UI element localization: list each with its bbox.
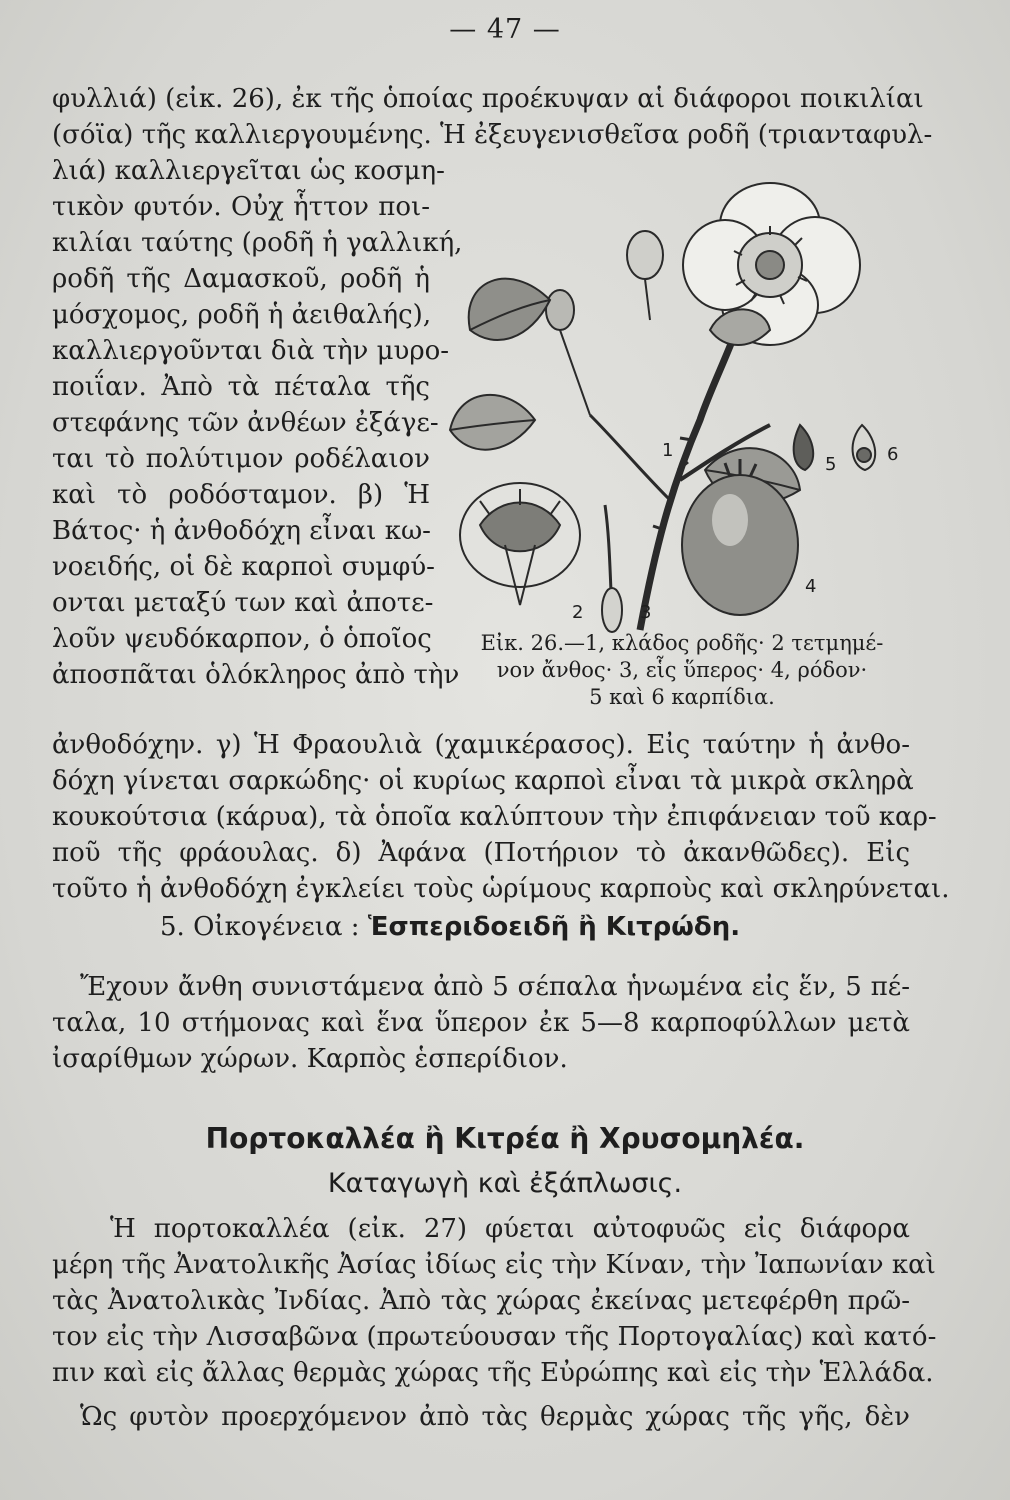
- text-line: λιά) καλλιεργεῖται ὡς κοσμη-: [52, 156, 445, 186]
- page-number: — 47 —: [449, 14, 561, 45]
- text-line: ἀνθοδόχην. γ) Ἡ Φραουλιὰ (χαμικέρασος). Εἰς ταύτην ἡ ἀνθο-: [52, 730, 910, 760]
- text-line: φυλλιά) (εἰκ. 26), ἐκ τῆς ὁποίας προέκυψαν αἱ διάφοροι ποικιλίαι: [52, 84, 924, 114]
- text-line: κουκούτσια (κάρυα), τὰ ὁποῖα καλύπτουν τὴν ἐπιφάνειαν τοῦ καρ-: [52, 802, 937, 832]
- figure-caption-line: νον ἄνθος· 3, εἷς ὕπερος· 4, ρόδον·: [496, 658, 868, 682]
- text-line: στεφάνης τῶν ἀνθέων ἐξάγε-: [52, 408, 439, 438]
- figure-label-6: 6: [887, 444, 899, 465]
- text-line: Ἡ πορτοκαλλέα (εἰκ. 27) φύεται αὐτοφυῶς εἰς διάφορα: [110, 1214, 910, 1244]
- text-line: ἀποσπᾶται ὁλόκληρος ἀπὸ τὴν: [52, 660, 460, 690]
- text-line: λοῦν ψευδόκαρπον, ὁ ὁποῖος: [52, 624, 432, 654]
- figure-label-2: 2: [572, 602, 584, 623]
- family-heading-prefix: 5. Οἰκογένεια :: [160, 912, 360, 942]
- text-line: μέρη τῆς Ἀνατολικῆς Ἀσίας ἰδίως εἰς τὴν Κίναν, τὴν Ἰαπωνίαν καὶ: [52, 1250, 936, 1280]
- text-line: δόχη γίνεται σαρκώδης· οἱ κυρίως καρποὶ εἶναι τὰ μικρὰ σκληρὰ: [52, 766, 914, 796]
- rose-illustration: [440, 170, 910, 640]
- figure-label-3: 3: [640, 602, 652, 623]
- text-line: τον εἰς τὴν Λισσαβῶνα (πρωτεύουσαν τῆς Πορτογαλίας) καὶ κατό-: [52, 1322, 937, 1352]
- figure-label-5: 5: [825, 454, 837, 475]
- text-line: Βάτος· ἡ ἀνθοδόχη εἶναι κω-: [52, 516, 431, 546]
- family-heading: [160, 912, 740, 942]
- family-heading-name: Ἑσπεριδοειδῆ ἢ Κιτρώδη.: [367, 912, 741, 942]
- text-line: τικὸν φυτόν. Οὐχ ἧττον ποι-: [52, 192, 430, 222]
- text-line: καλλιεργοῦνται διὰ τὴν μυρο-: [52, 336, 450, 366]
- figure-label-1: 1: [662, 440, 674, 461]
- section-title: Πορτοκαλλέα ἢ Κιτρέα ἢ Χρυσομηλέα.: [205, 1122, 805, 1155]
- text-line: νοειδής, οἱ δὲ καρποὶ συμφύ-: [52, 552, 435, 582]
- text-line: κιλίαι ταύτης (ροδῆ ἡ γαλλική,: [52, 228, 463, 258]
- text-line: ἰσαρίθμων χώρων. Καρπὸς ἑσπερίδιον.: [52, 1044, 568, 1074]
- text-line: τοῦτο ἡ ἀνθοδόχη ἐγκλείει τοὺς ὡρίμους καρποὺς καὶ σκληρύνεται.: [52, 874, 950, 904]
- text-line: Ὡς φυτὸν προερχόμενον ἀπὸ τὰς θερμὰς χώρας τῆς γῆς, δὲν: [80, 1402, 910, 1432]
- figure-caption-line: Εἰκ. 26.—1, κλάδος ροδῆς· 2 τετμημέ-: [480, 631, 884, 655]
- text-line: τὰς Ἀνατολικὰς Ἰνδίας. Ἀπὸ τὰς χώρας ἐκείνας μετεφέρθη πρῶ-: [52, 1286, 910, 1316]
- text-line: ποιΐαν. Ἀπὸ τὰ πέταλα τῆς: [52, 372, 430, 402]
- figure-label-4: 4: [805, 576, 817, 597]
- text-line: ποῦ τῆς φράουλας. δ) Ἀφάνα (Ποτήριον τὸ ἀκανθῶδες). Εἰς: [52, 838, 910, 868]
- text-line: ροδῆ τῆς Δαμασκοῦ, ροδῆ ἡ: [52, 264, 430, 294]
- text-line: (σόϊα) τῆς καλλιεργουμένης. Ἡ ἐξευγενισθεῖσα ροδῆ (τριανταφυλ-: [52, 120, 933, 150]
- text-line: ονται μεταξύ των καὶ ἀποτε-: [52, 588, 434, 618]
- text-line: πιν καὶ εἰς ἄλλας θερμὰς χώρας τῆς Εὐρώπης καὶ εἰς τὴν Ἑλλάδα.: [52, 1358, 934, 1388]
- figure-caption-line: 5 καὶ 6 καρπίδια.: [589, 685, 775, 709]
- text-line: καὶ τὸ ροδόσταμον. β) Ἡ: [52, 480, 430, 510]
- text-line: Ἔχουν ἄνθη συνιστάμενα ἀπὸ 5 σέπαλα ἡνωμένα εἰς ἕν, 5 πέ-: [80, 972, 910, 1002]
- text-line: ται τὸ πολύτιμον ροδέλαιον: [52, 444, 430, 474]
- text-line: ταλα, 10 στήμονας καὶ ἕνα ὕπερον ἐκ 5—8 καρποφύλλων μετὰ: [52, 1008, 910, 1038]
- text-line: μόσχομος, ροδῆ ἡ ἀειθαλής),: [52, 300, 432, 330]
- section-subtitle: Καταγωγὴ καὶ ἐξάπλωσις.: [327, 1168, 683, 1199]
